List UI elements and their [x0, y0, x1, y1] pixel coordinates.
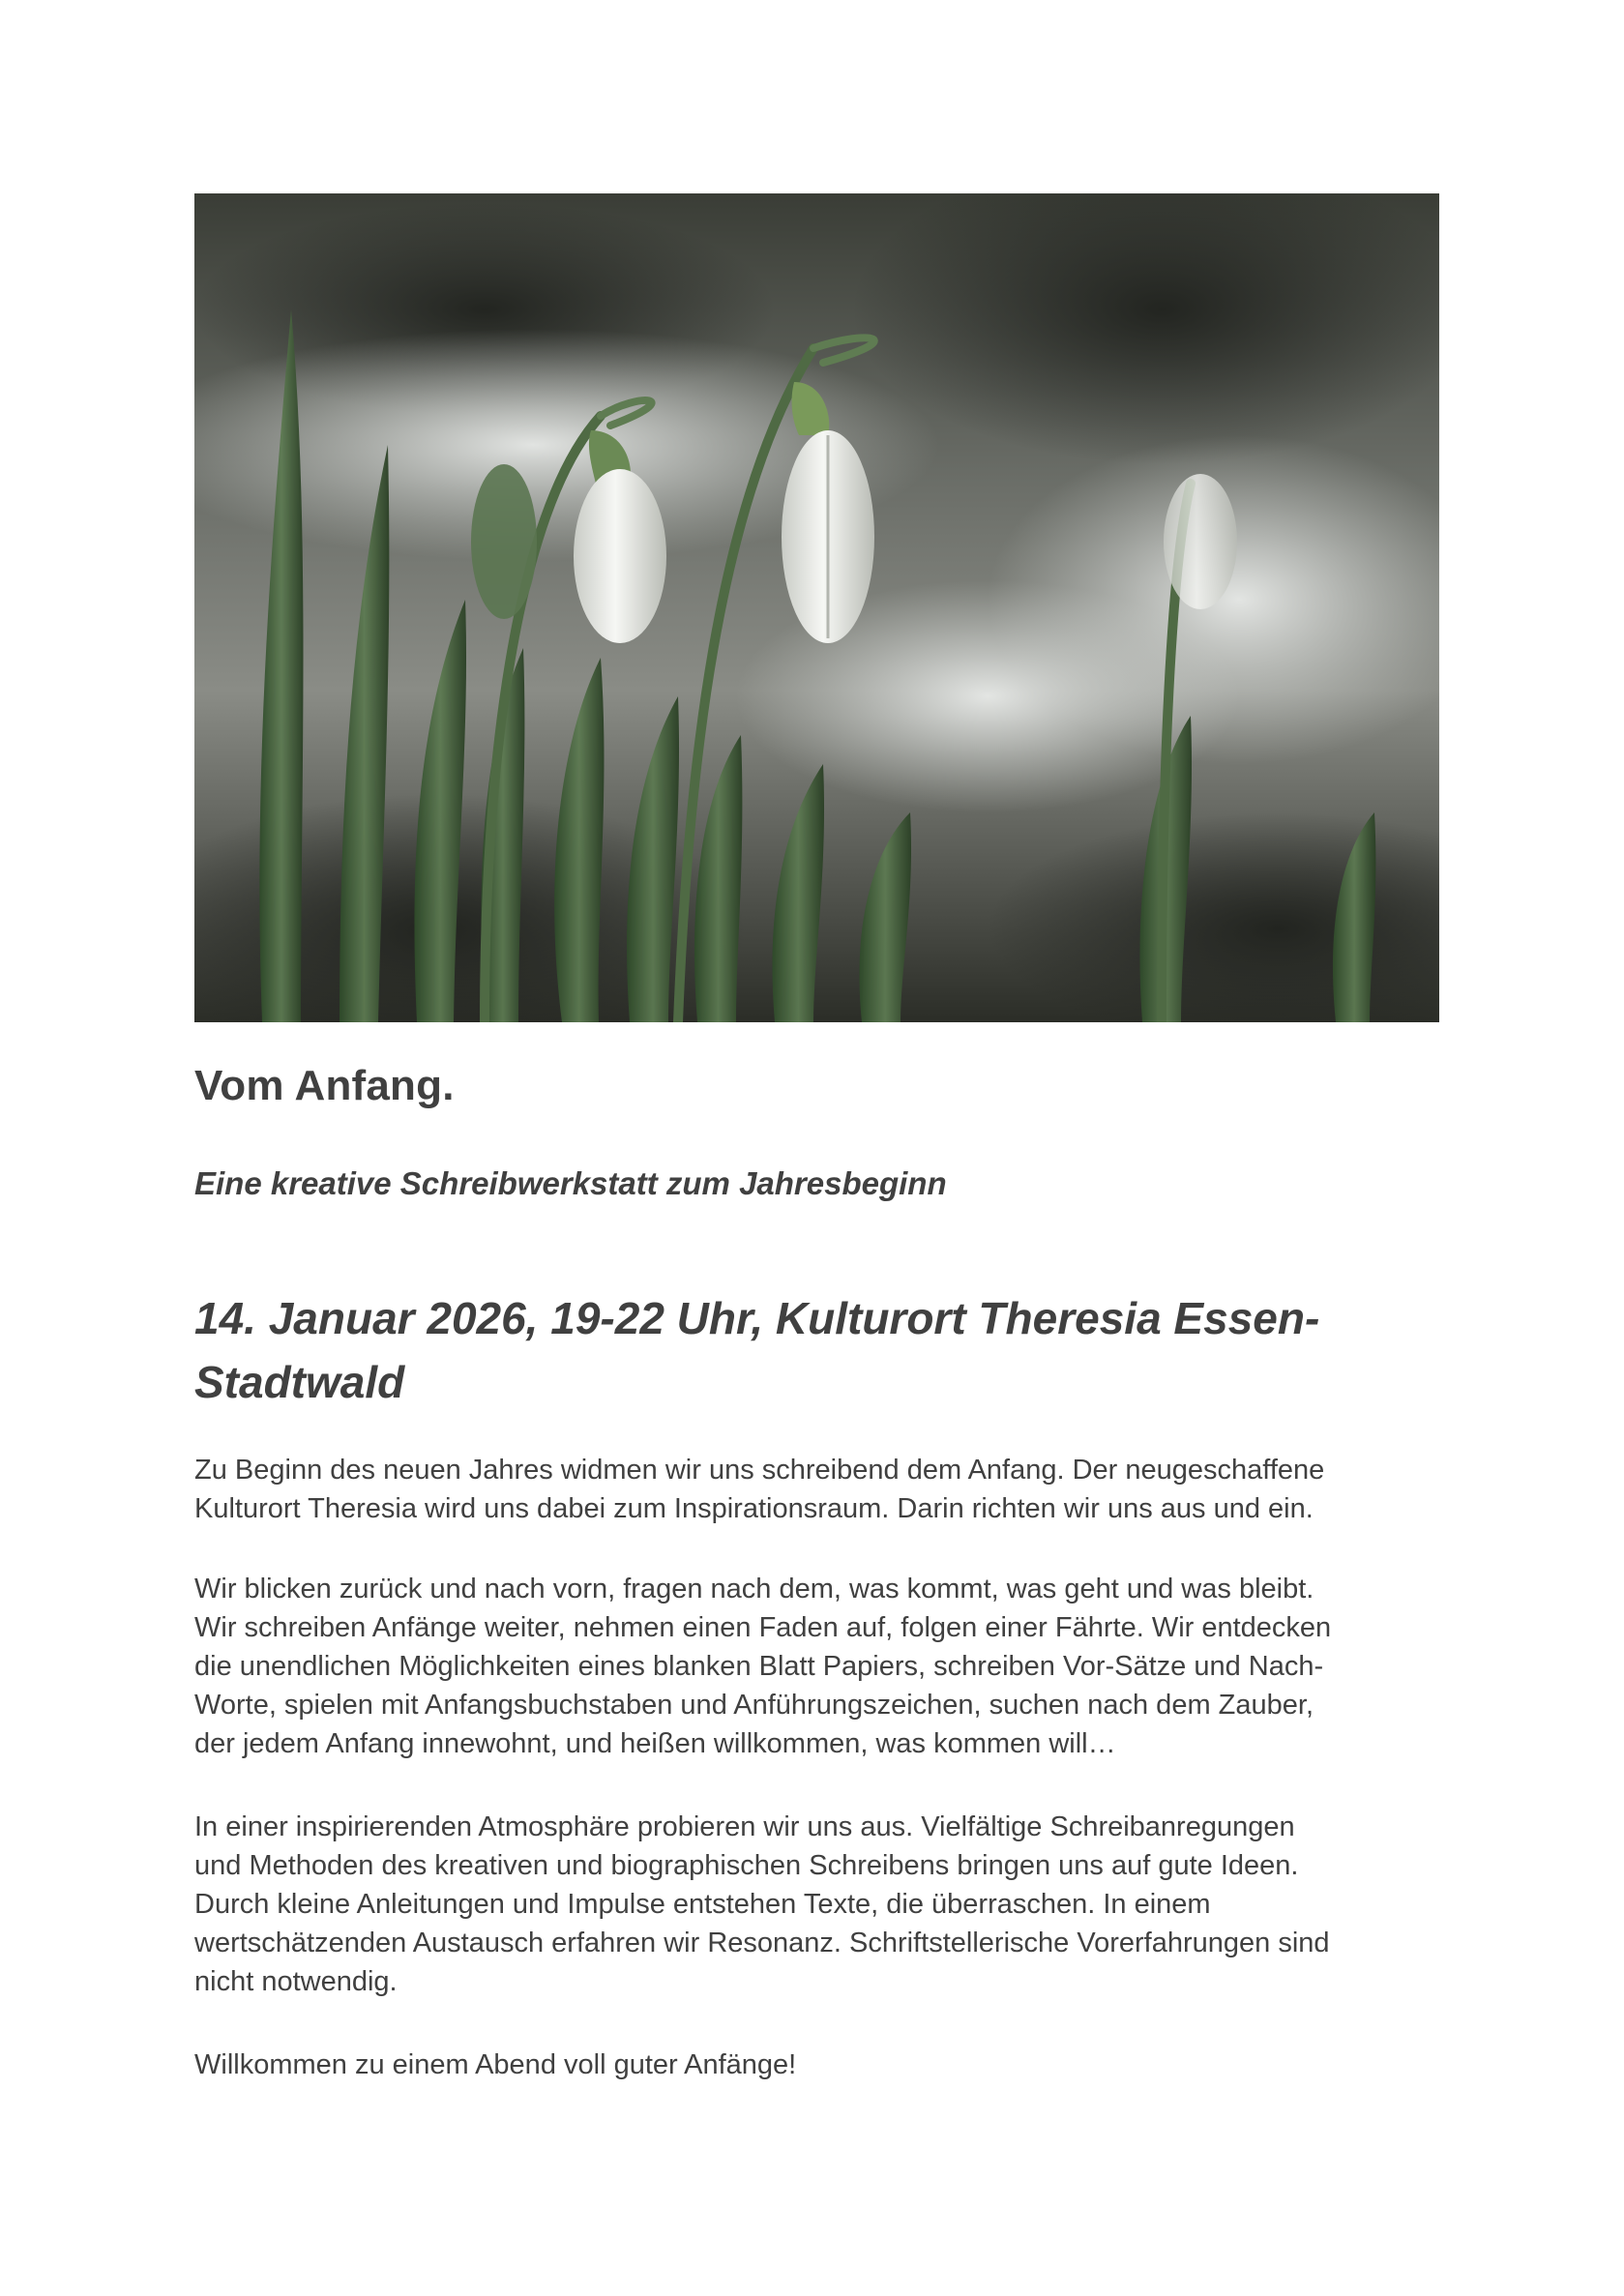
- paragraph-methods: [194, 1808, 1442, 2001]
- text-line: und Methoden des kreativen und biographischen Schreibens bringen uns auf gute Ideen.: [194, 1850, 1299, 1881]
- text-line: Wir schreiben Anfänge weiter, nehmen einen Faden auf, folgen einer Fährte. Wir entdecken: [194, 1612, 1332, 1643]
- text-line: Worte, spielen mit Anfangsbuchstaben und Anführungszeichen, suchen nach dem Zauber,: [194, 1690, 1314, 1721]
- text-line: In einer inspirierenden Atmosphäre probieren wir uns aus. Vielfältige Schreibanregungen: [194, 1811, 1295, 1842]
- text-line: nicht notwendig.: [194, 1966, 398, 1997]
- text-line: Durch kleine Anleitungen und Impulse entstehen Texte, die überraschen. In einem: [194, 1889, 1211, 1920]
- paragraph-intro: [194, 1451, 1442, 1528]
- text-line: die unendlichen Möglichkeiten eines blanken Blatt Papiers, schreiben Vor-Sätze und Nach-: [194, 1651, 1324, 1682]
- text-line: Willkommen zu einem Abend voll guter Anfänge!: [194, 2049, 797, 2080]
- snowdrop-photo: [194, 193, 1439, 1022]
- paragraph-description: [194, 1570, 1442, 1763]
- page-subtitle: Eine kreative Schreibwerkstatt zum Jahresbeginn: [194, 1165, 947, 1201]
- text-line: Kulturort Theresia wird uns dabei zum Inspirationsraum. Darin richten wir uns aus und ein.: [194, 1493, 1314, 1524]
- event-details: [194, 1286, 1345, 1414]
- text-line: Wir blicken zurück und nach vorn, fragen nach dem, was kommt, was geht und was bleibt.: [194, 1574, 1314, 1604]
- text-line: Zu Beginn des neuen Jahres widmen wir uns schreibend dem Anfang. Der neugeschaffene: [194, 1455, 1325, 1486]
- paragraph-closing: [194, 2046, 1442, 2084]
- event-details-line: 14. Januar 2026, 19-22 Uhr, Kulturort Theresia Essen-: [194, 1293, 1320, 1343]
- snowdrop-flowers-photo-icon: [194, 193, 1439, 1022]
- page-title: Vom Anfang.: [194, 1062, 455, 1109]
- text-line: der jedem Anfang innewohnt, und heißen willkommen, was kommen will…: [194, 1728, 1116, 1759]
- event-details-line: Stadtwald: [194, 1357, 405, 1407]
- text-line: wertschätzenden Austausch erfahren wir Resonanz. Schriftstellerische Vorerfahrungen sind: [194, 1928, 1330, 1958]
